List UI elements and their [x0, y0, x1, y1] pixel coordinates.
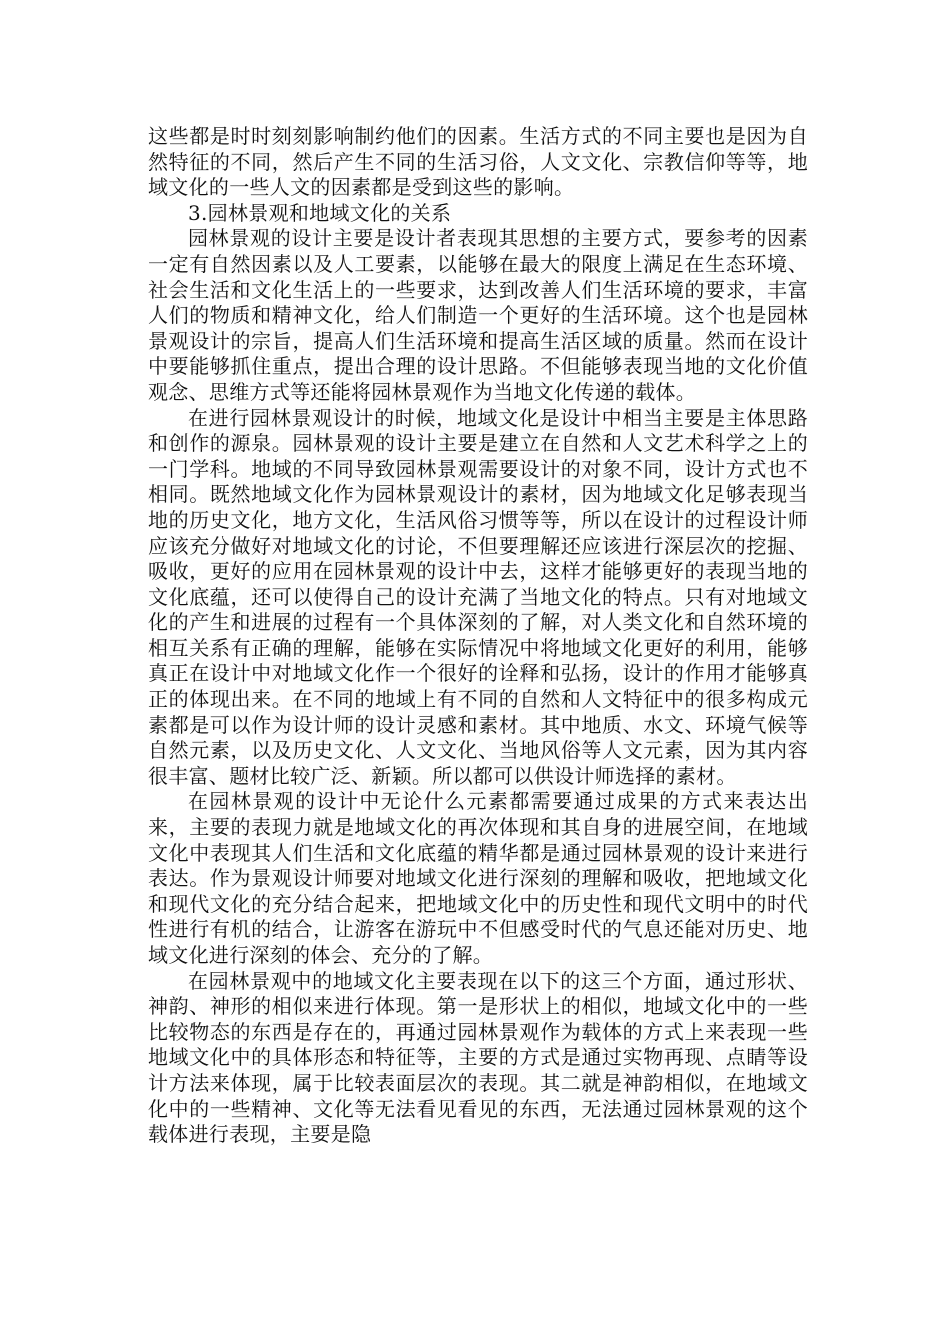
paragraph: 在园林景观中的地域文化主要表现在以下的这三个方面，通过形状、神韵、神形的相似来进行体现。第一是形状上的相似，地域文化中的一些比较物态的东西是存在的，再通过园林景观作为载体的方式上来表现一些地域文化中的具体形态和特征等，主要的方式是通过实物再现、点睛等设计方法来体现，属于比较表面层次的表现。其二就是神韵相似，在地域文化中的一些精神、文化等无法看见看见的东西，无法通过园林景观的这个载体进行表现，主要是隐 — [148, 968, 808, 1147]
paragraph: 在进行园林景观设计的时候，地域文化是设计中相当主要是主体思路和创作的源泉。园林景观的设计主要是建立在自然和人文艺术科学之上的一门学科。地域的不同导致园林景观需要设计的对象不同，设计方式也不相同。既然地域文化作为园林景观设计的素材，因为地域文化足够表现当地的历史文化，地方文化，生活风俗习惯等等，所以在设计的过程设计师应该充分做好对地域文化的讨论，不但要理解还应该进行深层次的挖掘、吸收，更好的应用在园林景观的设计中去，这样才能够更好的表现当地的文化底蕴，还可以使得自己的设计充满了当地文化的特点。只有对地域文化的产生和进展的过程有一个具体深刻的了解，对人类文化和自然环境的相互关系有正确的理解，能够在实际情况中将地域文化更好的利用，能够真正在设计中对地域文化作一个很好的诠释和弘扬，设计的作用才能够真正的体现出来。在不同的地域上有不同的自然和人文特征中的很多构成元素都是可以作为设计师的设计灵感和素材。其中地质、水文、环境气候等自然元素，以及历史文化、人文文化、当地风俗等人文元素，因为其内容很丰富、题材比较广泛、新颖。所以都可以供设计师选择的素材。 — [148, 405, 808, 788]
document-page — [148, 124, 808, 1148]
section-heading: 3.园林景观和地域文化的关系 — [188, 200, 452, 225]
paragraph: 在园林景观的设计中无论什么元素都需要通过成果的方式来表达出来，主要的表现力就是地域文化的再次体现和其自身的进展空间，在地域文化中表现其人们生活和文化底蕴的精华都是通过园林景观的设计来进行表达。作为景观设计师要对地域文化进行深刻的理解和吸收，把地域文化和现代文化的充分结合起来，把地域文化中的历史性和现代文明中的时代性进行有机的结合，让游客在游玩中不但感受时代的气息还能对历史、地域文化进行深刻的体会、充分的了解。 — [148, 789, 808, 967]
paragraph-continuation: 这些都是时时刻刻影响制约他们的因素。生活方式的不同主要也是因为自然特征的不同，然后产生不同的生活习俗，人文文化、宗教信仰等等，地域文化的一些人文的因素都是受到这些的影响。 — [148, 124, 808, 200]
paragraph: 园林景观的设计主要是设计者表现其思想的主要方式，要参考的因素一定有自然因素以及人工要素，以能够在最大的限度上满足在生态环境、社会生活和文化生活上的一些要求，达到改善人们生活环境的要求，丰富人们的物质和精神文化，给人们制造一个更好的生活环境。这个也是园林景观设计的宗旨，提高人们生活环境和提高生活区域的质量。然而在设计中要能够抓住重点，提出合理的设计思路。不但能够表现当地的文化价值观念、思维方式等还能将园林景观作为当地文化传递的载体。 — [148, 226, 808, 404]
